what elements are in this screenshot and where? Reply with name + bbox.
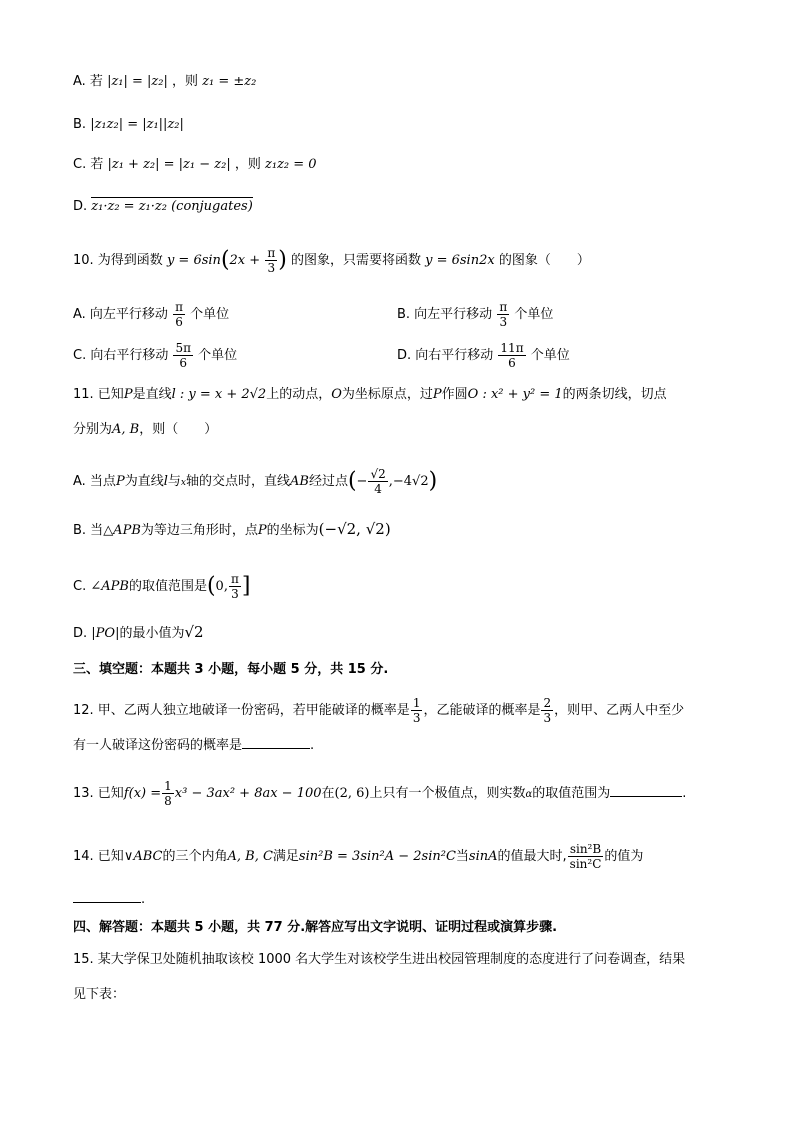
denominator: 4: [374, 482, 382, 496]
q9-option-c: [73, 155, 317, 175]
question-text: 的取值范围为: [532, 786, 611, 801]
unit-text: 个单位: [514, 307, 554, 322]
denominator: 6: [508, 356, 516, 370]
option-text: B. 向左平行移动: [397, 307, 493, 322]
question-text: ，则甲、乙两人中至少: [554, 703, 685, 718]
fraction: [162, 779, 174, 808]
math-var: P: [115, 474, 125, 489]
math-expr: y = 6sin: [166, 253, 221, 268]
math-expr: y = 6sin2x: [425, 253, 495, 268]
math-expr: sin²B = 3sin²A − 2sin²C: [298, 849, 456, 864]
unit-text: 个单位: [198, 348, 238, 363]
math-expr: z₁·z₂ = z₁·z₂ (conjugates): [91, 199, 253, 214]
math-expr: l : y = x + 2√2: [171, 387, 267, 402]
period: .: [141, 892, 146, 907]
denominator: 6: [175, 315, 183, 329]
period: .: [310, 738, 315, 753]
paren-close: ): [428, 468, 438, 494]
option-text: C.: [73, 579, 91, 594]
q9-option-d: [73, 197, 253, 217]
math-expr: x³ − 3ax² + 8ax − 100: [174, 786, 322, 801]
option-text: 与: [167, 474, 181, 489]
fraction: [568, 842, 604, 871]
math-expr: 0,: [215, 579, 228, 594]
option-text: 轴的交点时，直线: [185, 474, 290, 489]
q11-option-b: [73, 519, 391, 541]
q15-line1: 15. 某大学保卫处随机抽取该校 1000 名大学生对该校学生进出校园管理制度的态度进行了问卷调查，结果: [73, 952, 686, 967]
question-text: 上只有一个极值点，则实数: [369, 786, 526, 801]
numerator: π: [175, 300, 183, 314]
fraction: [498, 341, 525, 370]
option-label: D.: [73, 199, 88, 214]
question-text: 分别为: [73, 422, 113, 437]
math-var: AB: [289, 474, 309, 489]
answer-blank[interactable]: [610, 782, 682, 797]
question-text: 的三个内角: [162, 849, 228, 864]
q10-option-c: [73, 341, 237, 370]
option-text: 经过点: [308, 474, 348, 489]
numerator: sin²B: [569, 842, 602, 856]
option-text: 的最小值为: [119, 626, 185, 641]
denominator: 3: [412, 711, 421, 725]
q10-option-a: [73, 300, 229, 329]
math-expr: ∠APB: [90, 579, 129, 594]
minus-sign: −: [356, 474, 368, 489]
numerator: 1: [164, 779, 172, 793]
math-expr: f(x) =: [123, 786, 162, 801]
question-text: 13. 已知: [73, 786, 124, 801]
question-text: 的图象（ ）: [498, 253, 590, 268]
math-expr: A, B: [112, 422, 140, 437]
math-var: x: [180, 478, 186, 488]
question-text: 14. 已知: [73, 849, 124, 864]
fraction: [173, 341, 193, 370]
q11-stem-line1: [73, 385, 667, 405]
question-text: ，乙能破译的概率是: [423, 703, 541, 718]
q10-stem: [73, 246, 590, 275]
question-text: 12. 甲、乙两人独立地破译一份密码，若甲能破译的概率是: [73, 703, 410, 718]
numerator: 5π: [175, 341, 192, 355]
option-text: 为直线: [124, 474, 164, 489]
numerator: π: [499, 300, 508, 314]
question-text: 的值最大时,: [497, 849, 567, 864]
question-text: 上的动点，: [266, 387, 332, 402]
q14-stem: [73, 842, 643, 871]
question-text: 的值为: [604, 849, 644, 864]
q10-option-b: [397, 300, 553, 329]
question-text: 的图象，只需要将函数: [290, 253, 421, 268]
question-text: 满足: [272, 849, 299, 864]
question-text: 的两条切线，切点: [562, 387, 667, 402]
math-expr: A, B, C: [227, 849, 273, 864]
numerator: π: [230, 572, 239, 586]
unit-text: 个单位: [190, 307, 230, 322]
q11-stem-line2: [73, 420, 217, 440]
question-text: 10. 为得到函数: [73, 253, 163, 268]
option-text: A. 当点: [73, 474, 116, 489]
math-expr: |z₁| = |z₂|: [107, 74, 168, 89]
math-expr: √2: [184, 623, 204, 641]
option-text: C. 向右平行移动: [73, 348, 169, 363]
math-var: O: [331, 387, 342, 402]
option-text: 的取值范围是: [128, 579, 207, 594]
question-text: 是直线: [132, 387, 172, 402]
denominator: 3: [267, 261, 276, 275]
math-expr: |z₁ + z₂| = |z₁ − z₂|: [107, 157, 231, 172]
question-text: 有一人破译这份密码的概率是: [73, 738, 243, 753]
math-expr: ,−4√2: [388, 474, 429, 489]
math-expr: O : x² + y² = 1: [467, 387, 563, 402]
text: ，则: [234, 157, 261, 172]
option-text: D.: [73, 626, 92, 641]
option-text: 为等边三角形时，点: [140, 523, 258, 538]
bracket-close: ]: [241, 573, 251, 599]
math-var: P: [257, 523, 267, 538]
math-expr: |PO|: [91, 626, 120, 641]
text: ，则: [172, 74, 199, 89]
question-text: 作圆: [441, 387, 468, 402]
fraction: [411, 696, 423, 725]
q14-blank-line: [73, 888, 145, 910]
math-expr: z₁z₂ = 0: [265, 157, 317, 172]
math-var: l: [163, 474, 168, 489]
math-expr: △APB: [103, 523, 141, 538]
fraction: [541, 696, 553, 725]
section-3-heading: 三、填空题：本题共 3 小题，每小题 5 分，共 15 分.: [73, 662, 389, 677]
numerator: 2: [543, 696, 552, 710]
q9-option-a: [73, 72, 256, 92]
math-var: P: [123, 387, 133, 402]
q10-option-d: [397, 341, 570, 370]
q11-option-d: [73, 622, 204, 644]
question-text: 当: [455, 849, 469, 864]
math-expr: 2x +: [229, 253, 261, 268]
math-expr: (2, 6): [334, 786, 370, 801]
q9-option-b: [73, 115, 184, 135]
q11-option-a: [73, 467, 437, 496]
fraction: [265, 246, 277, 275]
question-text: 11. 已知: [73, 387, 124, 402]
bracket-open: (: [206, 573, 216, 599]
numerator: 1: [412, 696, 421, 710]
fraction: [229, 572, 241, 601]
option-label: B.: [73, 117, 87, 132]
q12-line1: [73, 696, 684, 725]
unit-text: 个单位: [530, 348, 570, 363]
answer-blank[interactable]: [242, 734, 310, 749]
answer-blank[interactable]: [73, 888, 141, 903]
math-expr: sinA: [468, 849, 498, 864]
period: .: [682, 786, 687, 801]
denominator: 3: [499, 315, 508, 329]
math-expr: z₁ = ±z₂: [202, 74, 257, 89]
paren-open: (: [347, 468, 357, 494]
option-text: D. 向右平行移动: [397, 348, 494, 363]
option-text: A. 向左平行移动: [73, 307, 168, 322]
fraction: [497, 300, 509, 329]
denominator: 6: [179, 356, 188, 370]
denominator: 3: [543, 711, 552, 725]
question-text: 为坐标原点，过: [341, 387, 433, 402]
question-text: ，则（ ）: [139, 422, 218, 437]
q15-line2: 见下表：: [73, 987, 126, 1002]
option-label: A. 若: [73, 74, 103, 89]
math-var: P: [432, 387, 442, 402]
q12-line2: [73, 734, 314, 756]
paren-close: ): [278, 247, 287, 273]
numerator: 11π: [500, 341, 524, 355]
option-text: 的坐标为: [266, 523, 319, 538]
fraction: [173, 300, 185, 329]
option-text: B. 当: [73, 523, 104, 538]
q11-option-c: [73, 572, 250, 601]
option-label: C. 若: [73, 157, 104, 172]
fraction: [368, 467, 387, 496]
denominator: sin²C: [569, 857, 602, 871]
math-var: α: [525, 789, 533, 800]
numerator: π: [267, 246, 276, 260]
denominator: 8: [164, 794, 172, 808]
math-expr: |z₁z₂| = |z₁||z₂|: [90, 117, 184, 132]
q13-stem: [73, 779, 686, 808]
numerator: √2: [370, 467, 386, 481]
math-expr: (−√2, √2): [318, 520, 391, 538]
section-4-heading: 四、解答题：本题共 5 小题，共 77 分.解答应写出文字说明、证明过程或演算步骤.: [73, 920, 558, 935]
denominator: 3: [231, 587, 239, 601]
paren-open: (: [220, 247, 230, 273]
question-text: 在: [321, 786, 335, 801]
math-expr: ∨ABC: [123, 849, 163, 864]
